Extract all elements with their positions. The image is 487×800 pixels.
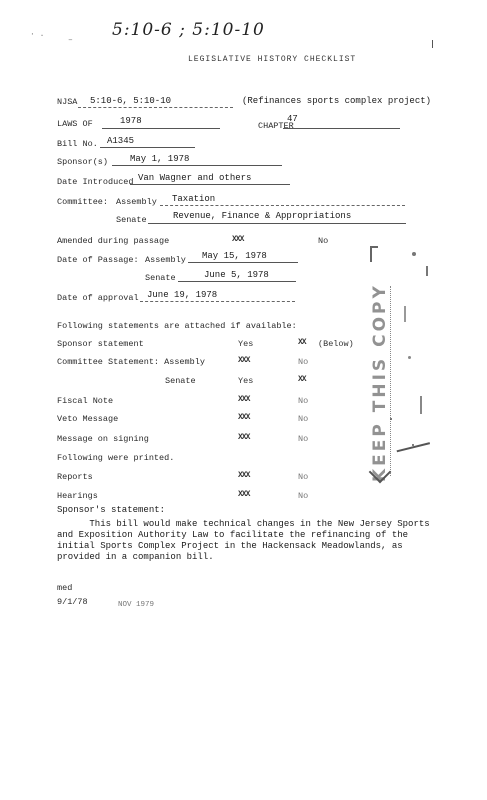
- committee-senate-underline: [148, 223, 406, 224]
- stamp-stroke: [397, 442, 434, 466]
- statements-heading: Following statements are attached if available:: [57, 321, 297, 331]
- printed-row-yes: XXX: [238, 471, 250, 480]
- scan-dash: –: [68, 36, 73, 45]
- stamp-dotted-edge: [390, 286, 397, 476]
- sponsor-value: May 1, 1978: [130, 154, 190, 164]
- scan-marks: · .: [30, 30, 45, 39]
- printed-row-label: Hearings: [57, 491, 98, 501]
- bill-underline: [100, 147, 195, 148]
- stamp-dot: [408, 356, 411, 359]
- stamp-dot: [412, 252, 416, 256]
- passage-senate-value: June 5, 1978: [204, 270, 269, 280]
- keep-copy-stamp: [368, 246, 438, 486]
- committee-senate-label: Senate: [116, 215, 147, 225]
- printed-heading: Following were printed.: [57, 453, 175, 463]
- printed-row-label: Reports: [57, 472, 93, 482]
- scan-speck: [412, 444, 414, 446]
- statement-row-yes: Yes: [238, 339, 254, 349]
- laws-value: 1978: [120, 116, 142, 126]
- amended-no: No: [318, 236, 329, 246]
- njsa-note: (Refinances sports complex project): [242, 96, 432, 106]
- njsa-value: 5:10-6, 5:10-10: [90, 96, 172, 106]
- stamp-mark: [404, 306, 406, 322]
- committee-assembly-label: Assembly: [116, 197, 157, 207]
- statement-row-yes: XXX: [238, 356, 250, 365]
- statement-row-no: No: [298, 357, 309, 367]
- sponsor-label: Sponsor(s): [57, 157, 109, 167]
- chapter-label: CHAPTER: [258, 121, 294, 131]
- sponsor-statement-line: This bill would make technical changes in the New Jersey Sports: [57, 519, 430, 529]
- statement-row-no: No: [298, 414, 309, 424]
- chapter-underline: [283, 128, 400, 129]
- passage-label: Date of Passage:: [57, 255, 139, 265]
- printed-row-no: No: [298, 491, 309, 501]
- passage-assembly-underline: [188, 262, 298, 263]
- amended-label: Amended during passage: [57, 236, 170, 246]
- statement-row-label: Veto Message: [57, 414, 119, 424]
- committee-assembly-underline: [160, 205, 405, 206]
- approval-underline: [140, 301, 295, 302]
- stamp-corner: [370, 246, 378, 262]
- sponsor-statement-line: and Exposition Authority Law to facilitate the refinancing of the: [57, 530, 409, 540]
- committee-assembly-value: Taxation: [172, 194, 216, 204]
- laws-label: LAWS OF: [57, 119, 93, 129]
- statement-row-yes: Yes: [238, 376, 254, 386]
- statement-row-yes: XXX: [238, 413, 250, 422]
- handwritten-statute-number: 5:10-6 ; 5:10-10: [112, 20, 265, 40]
- statement-row-note: (Below): [318, 339, 354, 349]
- bill-value: A1345: [107, 136, 135, 146]
- njsa-label: NJSA: [57, 97, 78, 107]
- statement-row-label: Sponsor statement: [57, 339, 144, 349]
- committee-senate-value: Revenue, Finance & Appropriations: [173, 211, 352, 221]
- statement-row-no: No: [298, 396, 309, 406]
- statement-row-yes: XXX: [238, 395, 250, 404]
- scan-speck: [390, 418, 392, 420]
- statement-row-no: XX: [298, 375, 306, 384]
- chapter-value: 47: [287, 114, 298, 124]
- sponsor-statement-line: initial Sports Complex Project in the Hackensack Meadowlands, as: [57, 541, 403, 551]
- passage-senate-underline: [178, 281, 296, 282]
- statement-row-label: Committee Statement: Assembly: [57, 357, 205, 367]
- scan-speck: [432, 40, 433, 48]
- stamp-tick: [426, 266, 428, 276]
- printed-row-yes: XXX: [238, 490, 250, 499]
- passage-senate-label: Senate: [145, 273, 176, 283]
- approval-label: Date of approval: [57, 293, 139, 303]
- sponsor-statement-line: provided in a companion bill.: [57, 552, 214, 562]
- introduced-underline: [130, 184, 290, 185]
- stamp-mark: [420, 396, 422, 414]
- sponsor-statement-heading: Sponsor's statement:: [57, 505, 166, 515]
- njsa-underline: [78, 107, 233, 108]
- footer-initials: med: [57, 583, 73, 593]
- passage-assembly-label: Assembly: [145, 255, 186, 265]
- introduced-value: Van Wagner and others: [138, 173, 252, 183]
- passage-assembly-value: May 15, 1978: [202, 251, 267, 261]
- printed-row-no: No: [298, 472, 309, 482]
- stamp-text-column: [368, 282, 390, 492]
- laws-underline: [102, 128, 220, 129]
- bill-label: Bill No.: [57, 139, 98, 149]
- committee-label: Committee:: [57, 197, 109, 207]
- statement-row-yes: XXX: [238, 433, 250, 442]
- footer-date: 9/1/78: [57, 597, 88, 607]
- approval-value: June 19, 1978: [147, 290, 218, 300]
- statement-row-no: No: [298, 434, 309, 444]
- amended-yes-mark: XXX: [232, 235, 244, 244]
- statement-row-label: Fiscal Note: [57, 396, 114, 406]
- statement-row-label: Message on signing: [57, 434, 149, 444]
- stamp-text: KEEP THIS COPY: [370, 283, 390, 482]
- statement-row-label: Senate: [165, 376, 196, 386]
- received-stamp: NOV 1979: [118, 601, 155, 609]
- statement-row-no: XX: [298, 338, 306, 347]
- document-title: LEGISLATIVE HISTORY CHECKLIST: [188, 55, 357, 64]
- introduced-label: Date Introduced: [57, 177, 134, 187]
- sponsor-underline: [112, 165, 282, 166]
